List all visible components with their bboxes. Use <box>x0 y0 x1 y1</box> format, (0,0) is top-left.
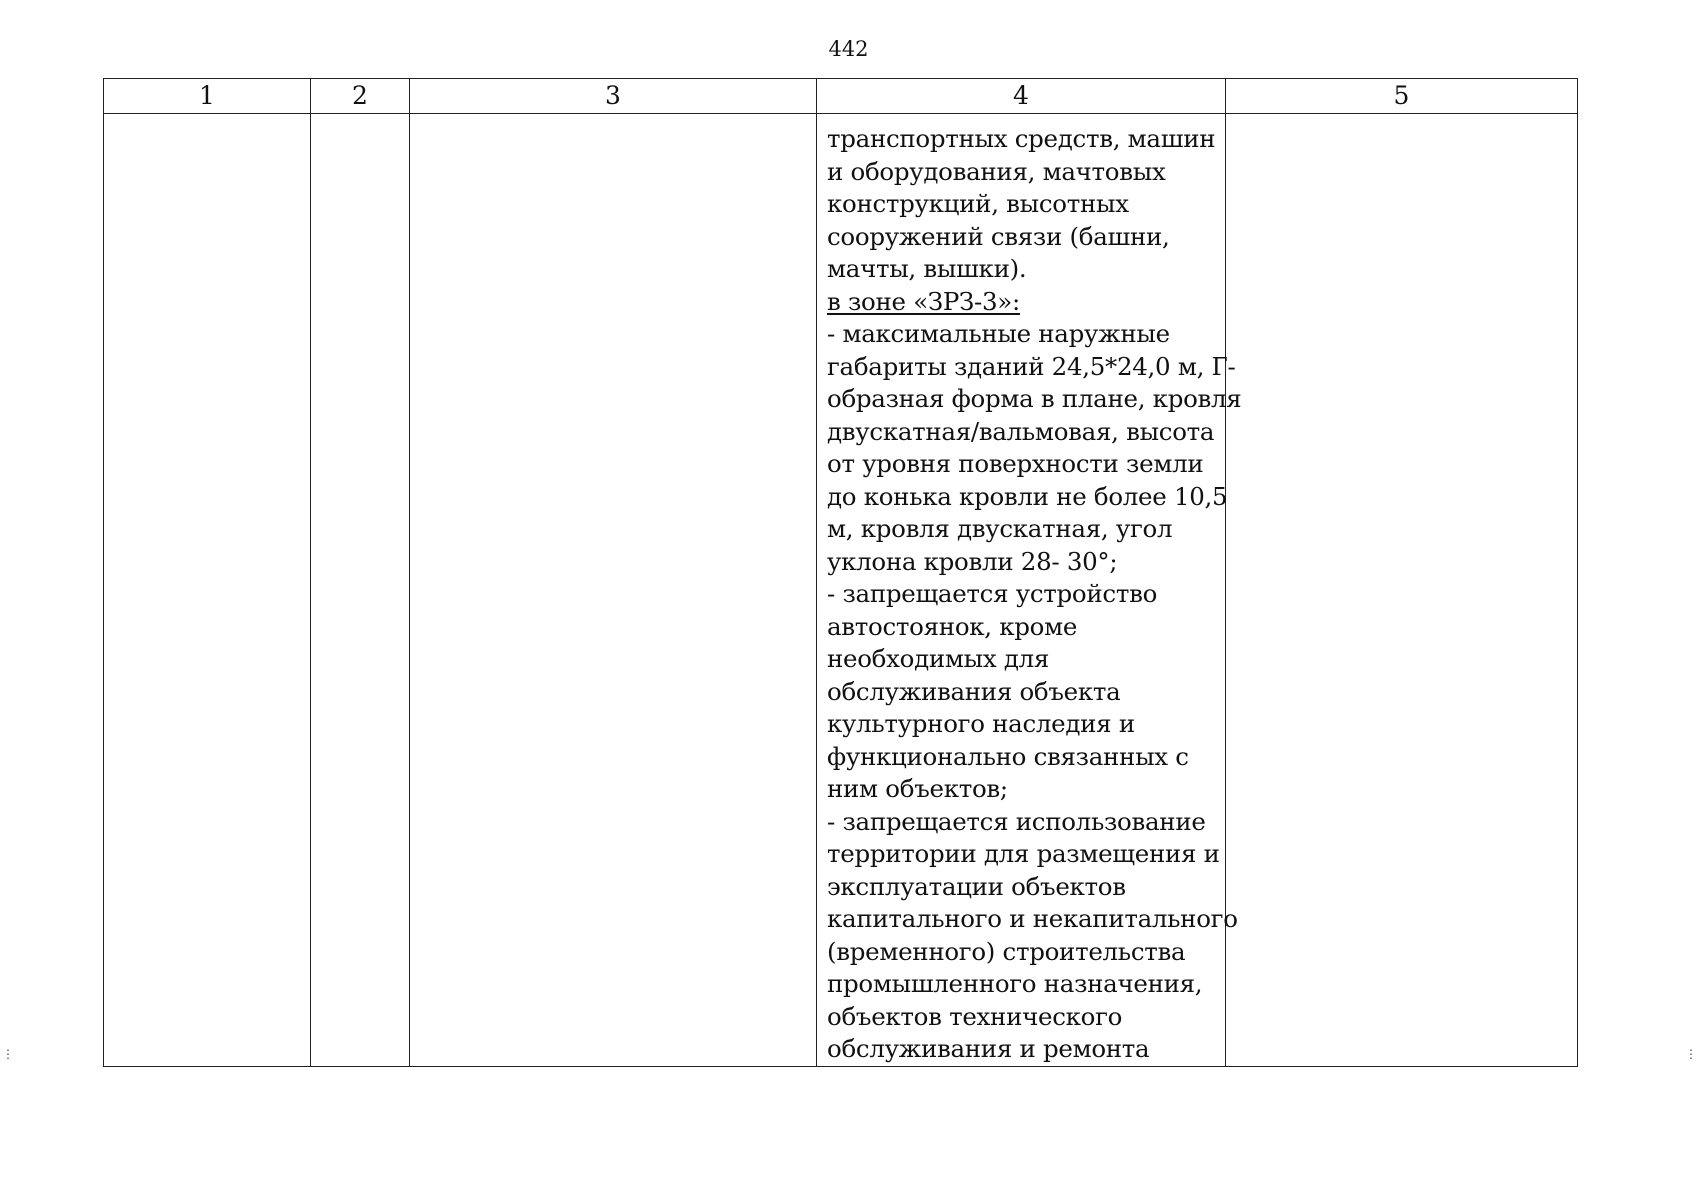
text-line: образная форма в плане, кровля <box>827 384 1242 413</box>
text-line: - максимальные наружные <box>827 319 1170 348</box>
text-line: обслуживания и ремонта <box>827 1034 1150 1063</box>
document-table <box>103 78 1578 1067</box>
text-line: до конька кровли не более 10,5 <box>827 481 1228 511</box>
text-line: и оборудования, мачтовых <box>827 156 1166 186</box>
column-header-3: 3 <box>410 79 817 114</box>
text-line: территории для размещения и <box>827 839 1220 868</box>
text-line: мачты, вышки). <box>827 254 1027 283</box>
text-line: - запрещается устройство <box>827 579 1158 608</box>
cell-col-2 <box>311 114 410 1067</box>
text-line: эксплуатации объектов <box>827 871 1126 901</box>
text-line: ним объектов; <box>827 774 1008 803</box>
text-line: конструкций, высотных <box>827 189 1129 218</box>
text-line: двускатная/вальмовая, высота <box>827 416 1215 446</box>
zone-heading: в зоне «ЗРЗ-3»: <box>827 286 1020 316</box>
cell-col-4 <box>817 114 1242 1067</box>
cell-col-3 <box>410 114 817 1067</box>
text-line: - запрещается использование <box>827 806 1206 836</box>
table-header-row <box>104 79 1578 114</box>
cell-col-5 <box>1226 114 1578 1067</box>
column-header-2: 2 <box>311 79 410 114</box>
text-line: промышленного назначения, <box>827 969 1203 998</box>
text-line: автостоянок, кроме <box>827 611 1078 641</box>
text-line: уклона кровли 28- 30°; <box>827 546 1118 576</box>
text-line: транспортных средств, машин <box>827 124 1216 153</box>
text-line: обслуживания объекта <box>827 676 1121 706</box>
text-line: функционально связанных с <box>827 741 1189 771</box>
requirements-text <box>817 114 1242 1066</box>
table-row <box>104 114 1578 1067</box>
text-line: капитального и некапитального <box>827 904 1238 933</box>
scan-edge-mark-left: ⋮ <box>2 1047 14 1061</box>
text-line: сооружений связи (башни, <box>827 221 1170 251</box>
text-line: от уровня поверхности земли <box>827 449 1204 478</box>
text-line: объектов технического <box>827 1001 1123 1031</box>
text-line: (временного) строительства <box>827 936 1186 966</box>
text-line: габариты зданий 24,5*24,0 м, Г- <box>827 351 1236 381</box>
cell-col-1 <box>104 114 311 1067</box>
column-header-5: 5 <box>1226 79 1578 114</box>
text-line: м, кровля двускатная, угол <box>827 514 1173 543</box>
column-header-1: 1 <box>104 79 311 114</box>
page-number: 442 <box>828 37 869 61</box>
scan-edge-mark-right: ⋮ <box>1685 1047 1697 1061</box>
text-line: необходимых для <box>827 644 1050 673</box>
column-header-4: 4 <box>817 79 1226 114</box>
text-line: культурного наследия и <box>827 709 1135 738</box>
